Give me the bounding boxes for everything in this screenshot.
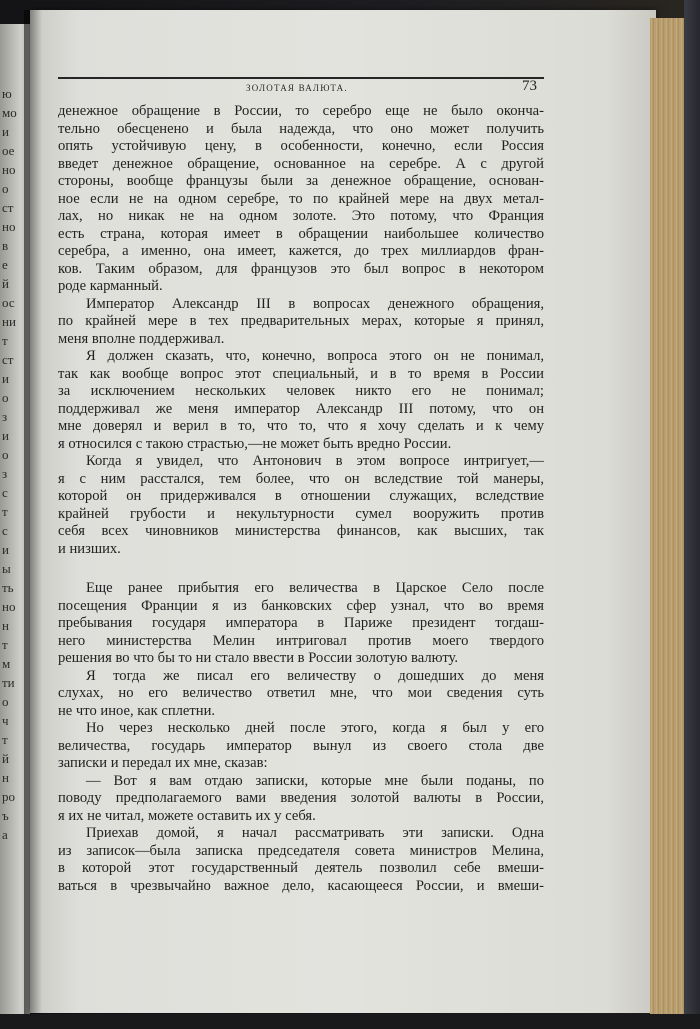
text-line: не что иное, как сплетни. <box>58 702 216 719</box>
text-line: я относился с такою страстью,—не может быть вредно России. <box>58 435 452 452</box>
text-line: крайней грубости и некультурности сумел вооружить против <box>58 505 544 522</box>
text-line: есть страна, которая имеет в обращении наибольшее количество <box>58 225 544 242</box>
text-line: Я тогда же писал его величеству о дошедших до меня <box>86 667 544 684</box>
text-line: поводу предполагаемого вами введения золотой валюты в России, <box>58 790 544 806</box>
text-line: роде карманный. <box>58 278 163 294</box>
text-line: которой он придерживался в отношении служащих, вследствие <box>58 488 544 504</box>
text-line: опять устойчивую цену, в особенности, конечно, если Россия <box>58 138 544 154</box>
text-line: меня вполне поддерживал. <box>58 330 225 347</box>
text-line: введет денежное обращение, основанное на серебре. А с другой <box>58 155 544 172</box>
text-line: пребывания государя императора в Париже президент тогдаш- <box>58 615 544 631</box>
text-line: тельно обесценено и была надежда, что оно может получить <box>58 120 544 137</box>
text-line: Но через несколько дней после этого, когда я был у его <box>86 720 544 736</box>
gutter-shadow <box>24 10 42 1020</box>
left-page-text-fragments: ю мо и ое но о ст но в е й ос ни т ст и о з и о з с т с и ы ть но н т м ти о ч т й н ро ъ а <box>2 86 17 842</box>
text-line: я их не читал, можете оставить их у себя. <box>58 807 316 824</box>
text-line: я с ним расстался, тем более, что он вследствие той манеры, <box>58 470 544 487</box>
text-line: за исключением нескольких человек никто его не понимал; <box>58 383 544 399</box>
text-line: Я должен сказать, что, конечно, вопроса этого он не понимал, <box>86 348 544 364</box>
text-line: решения во что бы то ни стало ввести в России золотую валюту. <box>58 650 459 666</box>
text-line: Когда я увидел, что Антонович в этом вопросе интригует,— <box>86 453 544 469</box>
text-line: ваться в чрезвычайно важное дело, касающееся России, и вмеши- <box>58 877 544 894</box>
text-line: ное если не на одном серебре, то по крайней мере на двух метал- <box>58 190 544 207</box>
text-line: из записок—была записка председателя совета министров Мелина, <box>58 842 544 859</box>
text-line: так как вообще вопрос этот специальный, и в то время в России <box>58 365 544 382</box>
text-line: Еще ранее прибытия его величества в Царское Село после <box>86 580 544 596</box>
page-number: 73 <box>522 78 537 94</box>
text-line: в которой этот государственный деятель позволил себе вмеши- <box>58 860 544 876</box>
text-line: Приехав домой, я начал рассматривать эти записки. Одна <box>86 825 544 841</box>
text-line: записки и передал их мне, сказав: <box>58 755 268 771</box>
book-cover-edge <box>684 0 700 1029</box>
running-head <box>58 77 544 95</box>
text-line: и низших. <box>58 540 121 557</box>
text-line: величества, государь император вынул из своего стола две <box>58 737 544 754</box>
text-line: мне доверял и верил в то, что то, что я хочу сделать и к чему <box>58 418 544 434</box>
text-line: лах, но никак не на одном золоте. Это потому, что Франция <box>58 208 544 224</box>
text-line: себя всех чиновников министерства финансов, как высших, так <box>58 523 544 539</box>
text-block-2 <box>58 580 544 895</box>
text-line: по крайней мере в тех предварительных мерах, которые я принял, <box>58 313 544 329</box>
text-line: поддерживал же меня император Александр III потому, что он <box>58 400 544 417</box>
text-line: слухах, но его величество ответил мне, что мои сведения суть <box>58 685 544 701</box>
text-line: Император Александр III в вопросах денежного обращения, <box>86 295 544 312</box>
text-line: ков. Таким образом, для французов это был вопрос в некотором <box>58 260 544 277</box>
text-line: денежное обращение в России, то серебро еще не было оконча- <box>58 103 544 119</box>
running-head-title: ЗОЛОТАЯ ВАЛЮТА. <box>246 83 348 93</box>
text-line: — Вот я вам отдаю записки, которые мне были поданы, по <box>86 772 544 789</box>
header-rule <box>58 77 544 79</box>
text-block-1 <box>58 103 544 558</box>
background-bottom <box>0 1014 700 1029</box>
text-line: стороны, вообще французы были за денежное обращение, основан- <box>58 173 544 189</box>
text-line: серебра, а именно, она имеет, кажется, до трех миллиардов фран- <box>58 243 544 259</box>
text-line: него министерства Мелин интриговал против моего твердого <box>58 632 544 649</box>
text-line: посещения Франции я из банковских сфер узнал, что во время <box>58 597 544 614</box>
